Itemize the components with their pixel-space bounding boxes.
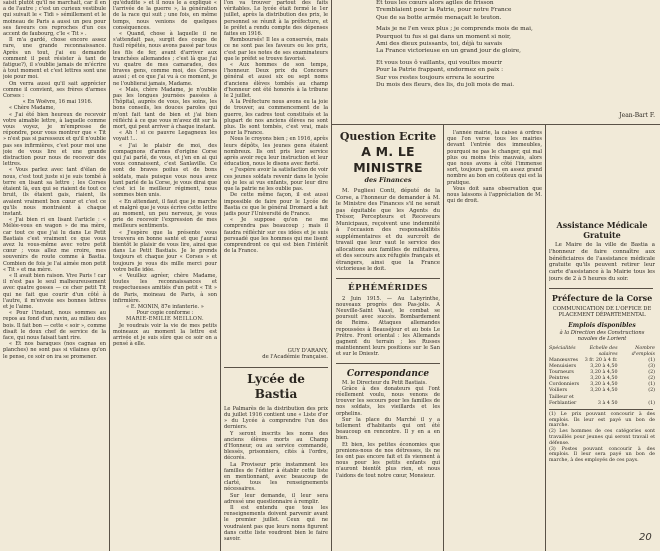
- table-cell: (2): [648, 370, 655, 376]
- col1-paragraph: On verra aussi qu'il sait apprécier comme il convient, ses frères d'armes Corses :: [3, 80, 106, 100]
- column-3: [224, 0, 328, 551]
- poem-line: Ami des dieux puissants, toi, déjà tu savais: [376, 41, 503, 48]
- correspondance-title: Correspondance: [346, 368, 430, 379]
- col1-paragraph: Il m'a gardé, chose encore assez rare, une grande reconnaissance. Après un tout, j'ai eu demande comment il peut résister à tant de fatigue?), il s'oublie jamais de m'écrire à tout moment et c'est lettres sont une joie pour moi.: [3, 37, 106, 81]
- col2-paragraph: « Ah ! si ce pauvre Legagneux les voyait !...: [113, 130, 217, 143]
- table-cell: 3 à 4 50: [597, 400, 618, 406]
- col2-paragraph: « Mais, chère Madame, je n'oublie pas les longues journées passées à l'hôpital, auprès de vous, les soins, les bons conseils, les douces paroles qui m'ont fait tant de bien et j'ai bien réfléchi à ce que vous m'avez dit sur la mort, qui peut arriver à chaque instant.: [113, 86, 217, 131]
- column-4: [336, 130, 440, 551]
- emplois-title: Emplois disponibles: [568, 321, 636, 329]
- article-continuation: [224, 0, 328, 344]
- col2-paragraph: « J'espère que la présente vous trouvera en bonne santé et que j'aurai bientôt le plaisir de vous lire, ainsi que dans Le Petit Bastiais. Je le prends toujours et chaque jour « Corses » et toujours je vous dis mille merci pour votre belle idée.: [113, 229, 217, 273]
- ephemerides-paragraph: 2 Juin 1915. — Au Labyrinthe, nouveaux progrès des Pas-jolis. A Neuville-Saint Vaast, le combat se poursuit avec succès. Bombardement de Reims. Attaques allemandes repoussées à Beauséjour et au bois Le Prêtre. Front oriental : les Allemands gagnent du terrain ; les Russes maintiennent leurs positions sur le San et sur le Dniestr.: [336, 295, 440, 358]
- correspondance-paragraph: M. le Directeur du Petit Bastiais.: [342, 379, 427, 386]
- poem-line: Sur vos restes toujours errera le sourire: [376, 74, 495, 81]
- poem-line: La France victorieuse en un grand jour de gloire,: [376, 48, 521, 55]
- spacer: [549, 130, 655, 220]
- letter-signature: « E. MONIN, 87e infanterie. »: [126, 303, 204, 310]
- table-cell: Tailleur et: [549, 394, 574, 400]
- col6-paragraph: Vous doit sans observation que nous laissons à l'appréciation de M. qui de droit.: [447, 185, 542, 205]
- column-divider: [331, 0, 332, 551]
- poem-signature: Jean-Bart F.: [619, 112, 655, 119]
- table-note: (2) Les hommes de ces catégories sont travaillés pour jeunes qui seront travail et défense.: [549, 429, 655, 446]
- column-6: [549, 130, 655, 551]
- col1-paragraph: « Il avait bien raison. Vive Paris ! car il n'est pas le seul malheureusement avec quatre gosses — ce cher petit Tit qui ne fait que courir d'un côté à l'autre, il m'envoie ses bonnes lettres et je l'aime.: [3, 272, 106, 310]
- col2-paragraph: « Veuillez agréer, chère Madame, toutes les reconnaissances et respectueuses amitiés d'un petit « Tit » de Paris, moineau de Paris, à son infirmière.: [113, 272, 217, 304]
- section-divider: [549, 288, 653, 289]
- question-subtitle: A M. LE MINISTRE: [353, 144, 423, 175]
- emplois-table: [549, 346, 655, 407]
- correspondance-paragraph: Et bien, les petites économies que prenions-nous de nos détresses, ils ne les ont pas encore fait et ils viennent à nous pour les petits enfants qui n'auront bientôt plus rien, et nous l'aidons de tout notre cœur, Monsieur.: [336, 441, 440, 479]
- lycee-heading: Lycée de Bastia: [247, 371, 305, 401]
- section-divider: [336, 278, 440, 279]
- col2-paragraph: « Quand, chose à laquelle il ne s'attendait pas, surgit des coups de fusil répétés, nous avons passé par tous les fils de fer, avant d'arriver aux tranchées allemandes ; c'est là que j'ai vu quatre de mes camarades, des braves gens, comme moi, des Corses aussi ; et ce que j'ai vu à ce moment, je ne l'oublierai jamais, Madame.: [113, 31, 217, 87]
- lycee-paragraph: La Proviseur prie instamment les familles de l'éditer à établir cette liste en mentionnant, avec beaucoup de clarté, tous les renseignements nécessaires.: [224, 461, 328, 493]
- table-cell: 3,20 à 4,50: [590, 370, 618, 376]
- col3-paragraph: l'on va trouver partout des faits véritables. Le lycée était fermé le 1er juillet, après la distribution des prix, le personnel se réunit à la préfecture, et le préfet a rendu compte des dépenses faites en 1916.: [224, 0, 328, 38]
- poem-line: Que de sa botte armée menaçait le teuton.: [376, 14, 502, 21]
- emplois-subtitle: à la Direction des Constructions navales de Lorient: [559, 329, 645, 343]
- col3-paragraph: « J'espère avoir la satisfaction de voir ces jeunes soldats revenir dans le lycée où je les ai vus enfants, pour leur dire que la patrie ne les oublie pas.: [224, 167, 328, 193]
- col3-paragraph: Remboursés! Il les a conservés, mais ce ne sont pas les faveurs ou les prix, c'est par les notes de ses examinateurs que le préfet se trouve favorisé.: [224, 37, 328, 62]
- column-divider: [109, 0, 110, 551]
- col1-paragraph: « Et nos baraques (nos cagnas en planches) ne sont pas si vilaines qu'on le pense, ce soir on ira se promener.: [3, 341, 106, 360]
- col3-paragraph: A la Préfecture nous avons eu la joie de trouver, au commencement de la guerre, les cadres tout constitués et la plupart de nos anciens élèves ne sont plus. Ils sont tombés, c'est vrai, mais pour la France.: [224, 99, 328, 137]
- table-cell: 3,20 à 4,50: [590, 382, 618, 388]
- article-signature: GUY D'ARANY, de l'Académie française.: [262, 348, 328, 361]
- table-header-cell: Echelle des salaires: [589, 345, 618, 357]
- poem-line: Du mois des fleurs, des lis, du joli mois de mai.: [376, 82, 515, 89]
- assistance-title: Assistance Médicale Gratuite: [556, 220, 648, 240]
- table-cell: Menuisiers: [549, 364, 577, 370]
- col1-paragraph: « J'ai bien ri en lisant l'article : « Mélée-vous en wagon » de ma mère, car tout ce que j'ai lu dans Le Petit Bastiais c'est vraiment ce que vous avez lu vous-même avec votre petit cœur ; vous allez me croire, mes souvenirs de route comme à Bastia. Combien de fois je l'ai aimée mon petit « Tit » et ma mère.: [3, 217, 106, 273]
- section-divider: [224, 367, 328, 368]
- prefecture-subtitle: COMMUNICATION DE L'OFFICE DE PLACEMENT DÉPARTEMENTAL: [552, 305, 652, 319]
- table-cell: Peintres: [549, 376, 569, 382]
- table-cell: 3,20 à 4,50: [590, 388, 618, 394]
- col2-paragraph: « J'ai le plaisir de moi, des compagnons d'armes d'origine Corse qui j'ai parlé, de vous, et j'en en ai qui vous connaissent, c'est Sanlaville. Ce sont de braves poilus et de bons soldats, mais puisque vous nous avez tant parlé de la Corse, je vous dirai que c'est ici le meilleur régiment, nous sommes bien unis.: [113, 142, 217, 199]
- col2-paragraph: qu'édudite » et il nous le a expliqué « l'arrivée de la guerre », la génération de la race qui suit ; une fois, en même temps, nous venions de quelques conséquences.: [113, 0, 217, 31]
- assistance-paragraph: Le Maire de la ville de Bastia a l'honneur de faire connaître aux bénéficiaires de l'assistance médicale gratuite qu'ils peuvent retirer leur carte d'assistance à la Mairie tous les jours de 2 à 5 heures du soir.: [549, 242, 655, 282]
- table-note: (3) Postes pouvant concourir à des emplois. Il leur sera payé un bon de marche, à des employés de ces pays.: [549, 446, 655, 464]
- col1-dateline: « En Woëvre, 16 mai 1916.: [22, 99, 93, 106]
- lycee-paragraph: Y seront inscrits les noms des anciens élèves morts au Champ d'Honneur, ou au service commandé, blessés, prisonniers, cités à l'ordre, décorés.: [224, 430, 328, 462]
- table-cell: (1): [648, 382, 655, 388]
- question-paragraph: M. Pugliesi Conti, député de la Corse, a l'honneur de demander à M. le Ministre des Finances s'il ne serait pas équitable que les Agents du Trésor, Percepteurs et Receveurs Municipaux, reçoivent une indemnité à l'occasion des responsabilités supplémentaires et du surcroît de travail que leur vaut le service des allocations aux familles de militaires, et des secours aux réfugiés français et étrangers, ainsi que la France victorieuse le doit.: [336, 188, 440, 272]
- table-cell: 3,20 à 4,50: [590, 364, 618, 370]
- poem-line: Et vous tous ô vaillants, qui voultes mourir: [376, 59, 503, 66]
- horizontal-divider: [332, 124, 660, 125]
- col1-paragraph: « Vous parlez avec tant d'élan de nous, c'est tout juste si je suis tombé à terre en lisant sa lettre ; les Corses étaient là, eux qui se riaient de tout ce bruit, ils étaient gais, riaient, ils avaient vraiment bon cœur et c'est ce qu'ils nous montraient à chaque instant.: [3, 167, 106, 217]
- table-cell: (2): [648, 388, 655, 394]
- col1-paragraph: saisit plutôt qu'il ne marchait, car il en a de l'autre ; c'est un curieux vestibule qui suivait le « Tidi » sémillement et le moineau de Paris a aussi un peu pour ses faveurs ces reproches d'un ces accent de faubourg, c'le « Tit » .: [3, 0, 106, 38]
- column-5: [447, 130, 542, 551]
- col2-paragraph: Je voudrais voir la vie de mes petits moineaux au moment la lettre est arrivée et je suis sûre que ce soir on a pensé à elle.: [113, 322, 217, 348]
- poem-block: [336, 0, 654, 104]
- table-cell: (2): [648, 376, 655, 382]
- col3-paragraph: Nous le croyons bien ; en 1916, après leurs dépôts, les jeunes gens étaient nombreux. Ils ont pris leur service après avoir reçu leur instruction et leur éducation, nous le disons avec fierté.: [224, 136, 328, 168]
- table-header-cell: Spécialités: [549, 345, 576, 351]
- correspondance-paragraph: Grâce à des donateurs qui l'ont réellement voulu, nous venons de trouver les secours pour les familles de nos soldats, les vieillards et les orphelins.: [336, 385, 440, 417]
- table-cell: Voiliers: [549, 388, 568, 394]
- poem-line: Pour la Patrie frappant, endormez en paix :: [376, 67, 504, 74]
- poem-line: Pourquoi tu fus si gai dans un moment si noir,: [376, 33, 512, 40]
- lycee-paragraph: Il est entendu que tous les renseignements doivent parvenir avant le premier juillet. Ceux qui ne voudraient pas que leurs noms figurent dans cette liste voudront bien le faire savoir.: [224, 505, 328, 543]
- copy-author: MARIE-EMILIE MEILLON.: [126, 316, 204, 323]
- column-1: [3, 0, 106, 551]
- col3-paragraph: De cette même façon, il est aussi impossible de faire pour le Lycée de Bastia ce que le général Dromard a fait jadis pour l'Université de France.: [224, 192, 328, 217]
- table-cell: Cordonniers: [549, 382, 580, 388]
- table-note: (1) Le prix pouvant concourir à des emplois. Ils leur est payé un bon de marche.: [549, 411, 655, 429]
- col1-salutation: « Chère Madame,: [9, 105, 56, 112]
- col6-paragraph: l'année mairie, la caisse à ordres que l'on verse tous les mairies devant l'entrée des immeubles, pourquoi ne pas le changer, qui mal plus ou moins très mauvais, alors que nous avons à côté l'immense sort, toujours garni, en assez grand nombre au bon en coûteux qui est la pratique.: [447, 130, 542, 186]
- copy-note: Pour copie conforme :: [136, 310, 194, 317]
- column-divider: [545, 124, 546, 551]
- table-cell: (3): [648, 364, 655, 370]
- table-rule: [549, 409, 653, 410]
- col3-paragraph: « Aux hommes de son temps, l'honneur. Deux prix du Concours général et aussi six ou sept noms d'anciens élèves tombés au champ d'honneur ont été honorés à la tribune le 2 juillet.: [224, 62, 328, 100]
- table-header-cell: Nombre d'emplois: [631, 345, 655, 357]
- col3-paragraph: « Je suppose qu'on ne me comprendra pas beaucoup ; mais il faudra réfléchir sur ces idées et je suis persuadé que les hommes qui me lisent comprendront ce qui est bien l'intérêt de la France.: [224, 217, 328, 255]
- question-title: Question Ecrite: [339, 130, 437, 143]
- table-cell: 3 fr. 20 à 4 fr.: [584, 357, 618, 363]
- table-cell: Ferblantier: [549, 400, 577, 406]
- margin-page-number: 20: [639, 532, 652, 543]
- lycee-paragraph: Le Palmarès de la distribution des prix du juillet 1916 contient une « Liste d'or » du Lycée à comprendre l'un des derniers.: [224, 405, 328, 431]
- section-divider: [336, 363, 440, 364]
- prefecture-title: Préfecture de la Corse: [551, 292, 653, 303]
- table-cell: Tourneurs: [549, 370, 574, 376]
- column-divider: [443, 124, 444, 551]
- column-2: [113, 0, 217, 551]
- table-cell: (1): [648, 400, 655, 406]
- table-cell: (1): [648, 357, 655, 363]
- col1-paragraph: « J'ai été bien heureux de recevoir votre aimable lettre, à laquelle comme vous voyez, je m'empresse de répondre, pour vous montrer que « Tit » n'est pas si paresseux et qu'il n'oublie pas ses infirmières, c'est pour moi une joie de vous lire et une grande distraction pour nous de recevoir des lettres.: [3, 111, 106, 168]
- table-row: [549, 401, 655, 407]
- poem-line: Mais je ne l'en veux plus ; je comprends mois de mai,: [376, 26, 533, 33]
- correspondance-paragraph: Sur la place du Marché il y a tellement d'habitants qui ont été beaucoup en rencontre. Il y en a en bien.: [336, 416, 440, 442]
- table-cell: 3,20 à 4,50: [590, 376, 618, 382]
- question-dept: des Finances: [364, 176, 412, 184]
- col2-paragraph: « En attendant, il faut que je marche et malgré que je vous écrive cette lettre au moment, un peu nerveux, je vous prie de recevoir l'expression de mes meilleurs sentiments.: [113, 198, 217, 230]
- table-header: [549, 346, 655, 358]
- lycee-paragraph: Sur leur demande, il leur sera adressé une questionnaire à remplir.: [224, 492, 328, 505]
- poem-line: Tremblaient pour la Patrie, pour notre France: [376, 7, 512, 14]
- ephemerides-title: ÉPHÉMÉRIDES: [348, 282, 428, 293]
- table-cell: Manœuvres: [549, 357, 578, 363]
- column-divider: [220, 0, 221, 551]
- poem-line: Et tous les cœurs alors agiles de frisson: [376, 0, 494, 6]
- col1-paragraph: « Pour l'instant, nous sommes au repos au fond d'un ravin, au milieu des bois. Il fait bon — cette « soir », comme disait le doux chef de service de la face, qui nous faisait tant rire.: [3, 310, 106, 341]
